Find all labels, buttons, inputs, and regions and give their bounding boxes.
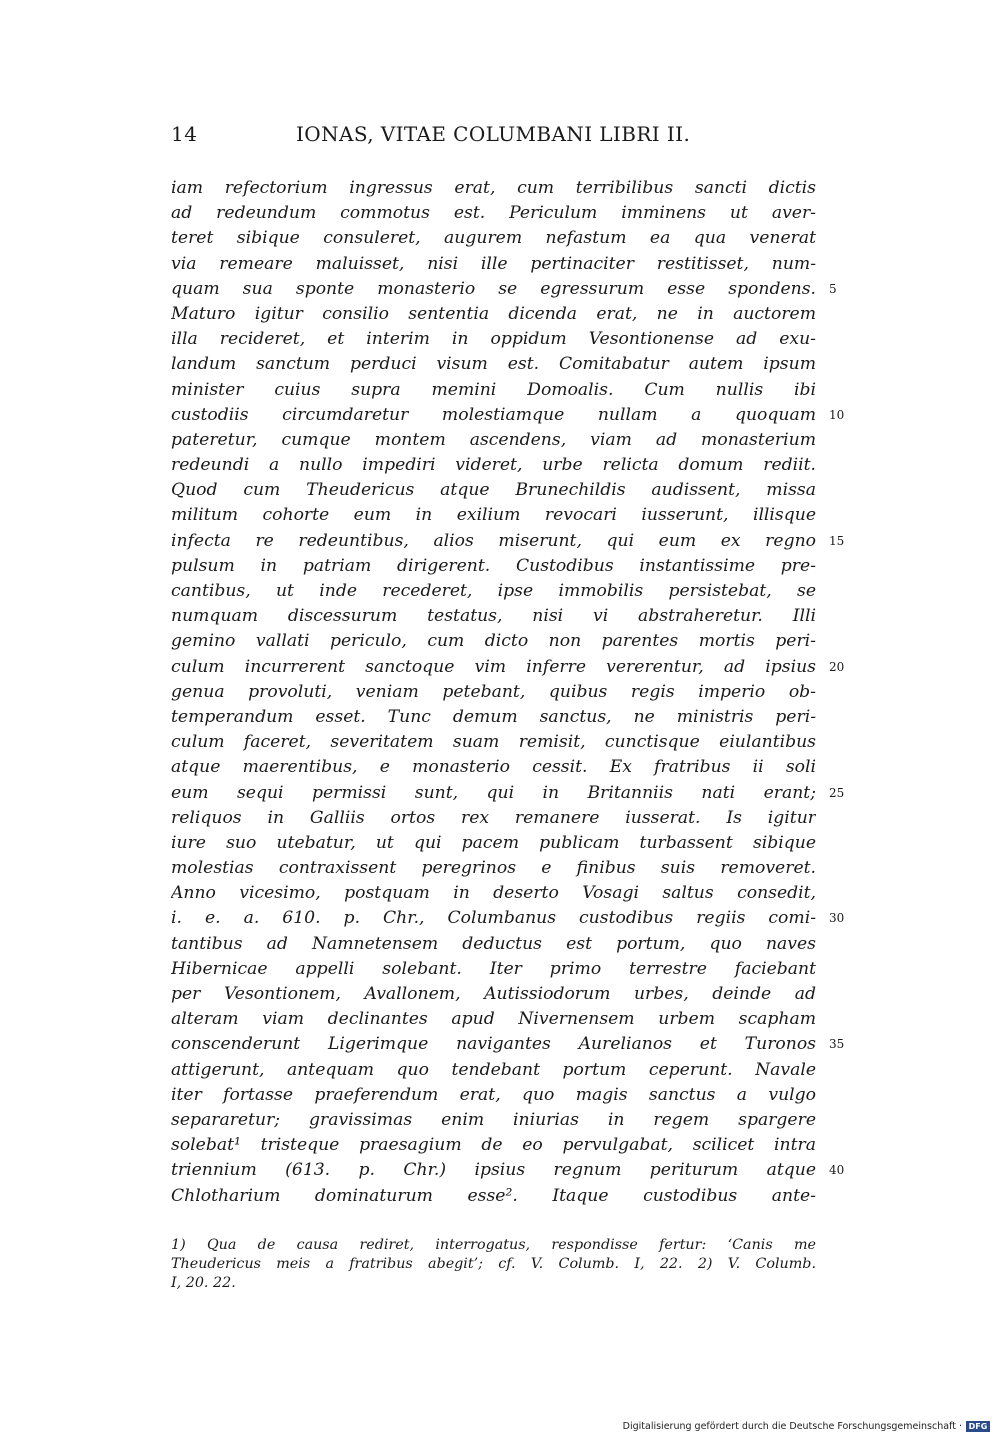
line-text: illa recideret, et interim in oppidum Vesontionense ad exu- [171,329,816,350]
text-line [171,252,816,277]
text-line [171,957,816,982]
text-line [171,730,816,755]
text-line [171,655,845,680]
line-text: temperandum esset. Tunc demum sanctus, ne ministris peri- [171,706,816,727]
credit-text: Digitalisierung gefördert durch die Deutsche Forschungsgemeinschaft · [622,1421,962,1432]
dfg-logo-icon: DFG [966,1421,990,1432]
text-line [171,1032,845,1057]
body-text [171,176,845,1209]
line-text: culum incurrerent sanctoque vim inferre vererentur, ad ipsius [171,656,816,677]
text-line [171,755,816,780]
line-number: 20 [829,659,845,674]
text-line [171,428,816,453]
text-line [171,982,816,1007]
text-line [171,1158,845,1183]
line-number: 15 [829,533,845,548]
footnote-line: 1) Qua de causa rediret, interrogatus, respondisse fertur: ‘Canis me [171,1237,816,1253]
text-line [171,1007,816,1032]
line-text: Maturo igitur consilio sententia dicenda erat, ne in auctorem [171,303,816,324]
line-text: genua provoluti, veniam petebant, quibus regis imperio ob- [171,681,816,702]
line-text: eum sequi permissi sunt, qui in Britanniis nati erant; [171,782,816,803]
line-text: numquam discessurum testatus, nisi vi abstraheretur. Illi [171,606,816,627]
text-line [171,831,816,856]
text-line [171,378,816,403]
text-line [171,226,816,251]
text-line [171,579,816,604]
line-number: 5 [829,281,837,296]
text-line [171,1058,816,1083]
text-line [171,352,816,377]
page-number: 14 [171,122,198,146]
line-text: tantibus ad Namnetensem deductus est portum, quo naves [171,933,816,954]
line-text: separaretur; gravissimas enim iniurias in regem spargere [171,1109,816,1130]
line-text: quam sua sponte monasterio se egressurum esse spondens. [171,278,816,299]
footnote-line: Theudericus meis a fratribus abegit’; cf. V. Columb. I, 22. 2) V. Columb. [171,1256,816,1272]
line-text: cantibus, ut inde recederet, ipse immobilis persistebat, se [171,581,816,601]
text-line [171,554,816,579]
text-line [171,302,816,327]
text-line [171,705,816,730]
text-line [171,629,816,654]
line-text: ad redeundum commotus est. Periculum imminens ut aver- [171,203,816,224]
line-text: conscenderunt Ligerimque navigantes Aurelianos et Turonos [171,1034,816,1055]
page-header [171,122,816,152]
text-line [171,201,816,226]
line-number: 40 [829,1163,845,1178]
text-line [171,604,816,629]
line-number: 30 [829,911,845,926]
line-text: reliquos in Galliis ortos rex remanere iusserat. Is igitur [171,807,816,828]
text-line [171,881,816,906]
line-text: iam refectorium ingressus erat, cum terribilibus sancti dictis [171,178,816,198]
line-text: Quod cum Theudericus atque Brunechildis audissent, missa [171,480,816,501]
line-text: attigerunt, antequam quo tendebant portum ceperunt. Navale [171,1059,816,1080]
line-text: landum sanctum perduci visum est. Comitabatur autem ipsum [171,354,816,375]
line-number: 25 [829,785,845,800]
text-line [171,403,845,428]
line-text: molestias contraxissent peregrinos e finibus suis removeret. [171,858,816,879]
line-text: teret sibique consuleret, augurem nefastum ea qua venerat [171,228,816,249]
line-text: per Vesontionem, Avallonem, Autissiodorum urbes, deinde ad [171,984,816,1004]
digitization-credit [623,1421,990,1432]
text-line [171,327,816,352]
line-number: 10 [829,407,845,422]
line-text: custodiis circumdaretur molestiamque nullam a quoquam [171,404,816,425]
text-line [171,1083,816,1108]
line-text: redeundi a nullo impediri videret, urbe relicta domum rediit. [171,455,816,476]
line-text: atque maerentibus, e monasterio cessit. Ex fratribus ii soli [171,757,816,778]
line-text: triennium (613. p. Chr.) ipsius regnum periturum atque [171,1160,816,1181]
text-line [171,1108,816,1133]
text-line [171,277,837,302]
line-text: Anno vicesimo, postquam in deserto Vosagi saltus consedit, [171,883,816,904]
line-text: via remeare maluisset, nisi ille pertinaciter restitisset, num- [171,253,816,274]
text-line [171,932,816,957]
line-text: minister cuius supra memini Domoalis. Cum nullis ibi [171,379,816,400]
line-text: alteram viam declinantes apud Nivernensem urbem scapham [171,1009,816,1030]
line-text: gemino vallati periculo, cum dicto non parentes mortis peri- [171,631,816,652]
line-text: pulsum in patriam dirigerent. Custodibus instantissime pre- [171,555,816,576]
line-text: i. e. a. 610. p. Chr., Columbanus custodibus regiis comi- [171,908,816,929]
text-line [171,806,816,831]
line-text: infecta re redeuntibus, alios miserunt, qui eum ex regno [171,530,816,551]
text-line [171,906,845,931]
line-text: pateretur, cumque montem ascendens, viam ad monasterium [171,429,816,450]
footnotes [171,1236,816,1293]
text-line [171,1184,816,1209]
text-line [171,680,816,705]
text-line [171,503,816,528]
text-line [171,478,816,503]
text-line [171,781,845,806]
text-line [171,453,816,478]
text-line [171,529,845,554]
line-text: militum cohorte eum in exilium revocari iusserunt, illisque [171,505,816,526]
text-line [171,176,816,201]
line-text: culum faceret, severitatem suam remisit, cunctisque eiulantibus [171,732,816,753]
text-line [171,1133,816,1158]
line-text: solebat¹ tristeque praesagium de eo pervulgabat, scilicet intra [171,1135,816,1156]
running-title: IONAS, VITAE COLUMBANI LIBRI II. [296,122,691,146]
line-text: iter fortasse praeferendum erat, quo magis sanctus a vulgo [171,1084,816,1105]
line-text: Chlotharium dominaturum esse². Itaque custodibus ante- [171,1185,816,1206]
line-text: iure suo utebatur, ut qui pacem publicam turbassent sibique [171,832,816,853]
line-text: Hibernicae appelli solebant. Iter primo terrestre faciebant [171,958,816,979]
text-line [171,856,816,881]
footnote-line: I, 20. 22. [171,1275,236,1291]
line-number: 35 [829,1037,845,1052]
